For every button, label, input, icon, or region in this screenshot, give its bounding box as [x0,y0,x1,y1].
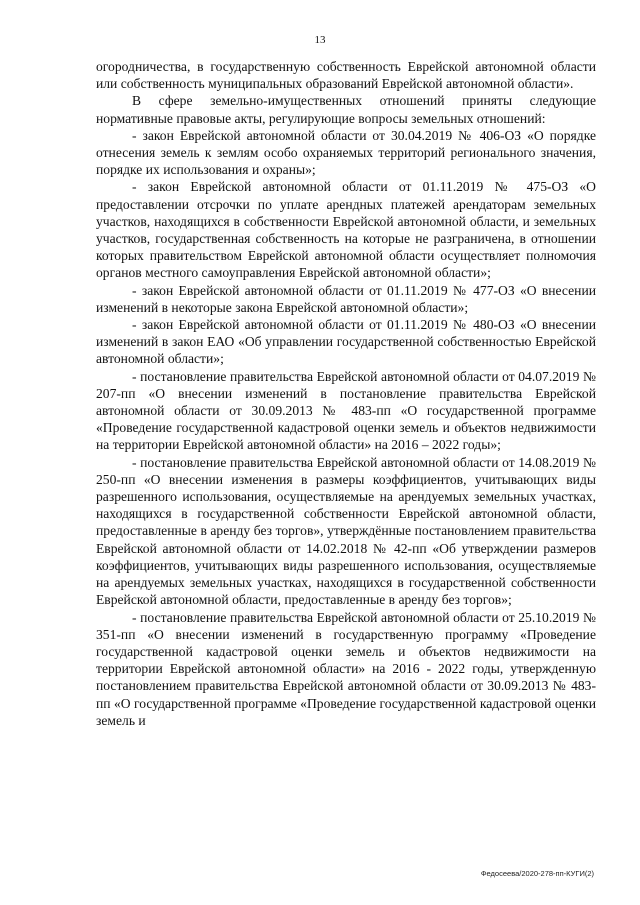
document-body [96,58,596,729]
paragraph-continuation: огородничества, в государственную собственность Еврейской автономной области или собственность муниципальных образований Еврейской автономной области». [96,59,596,92]
list-item-resolution-207: - постановление правительства Еврейской автономной области от 04.07.2019 № 207-пп «О внесении изменений в постановление правительства Еврейской автономной области от 30.09.2013 № 483-пп «О государственной программе «Проведение государственной кадастровой оценки земель и объектов недвижимости на территории Еврейской автономной области» на 2016 – 2022 годы»; [96,368,596,453]
page-number: 13 [314,34,326,46]
list-item-law-477: - закон Еврейской автономной области от 01.11.2019 № 477-ОЗ «О внесении изменений в некоторые закона Еврейской автономной области»; [96,282,596,315]
list-item-resolution-351: - постановление правительства Еврейской автономной области от 25.10.2019 № 351-пп «О внесении изменений в государственную программу «Проведение государственной кадастровой оценки земель и объектов недвижимости на территории Еврейской автономной области» на 2016 - 2022 годы, утвержденную постановлением правительства Еврейской автономной области от 30.09.2013 № 483-пп «О государственной программе «Проведение государственной кадастровой оценки земель и [96,609,596,728]
list-item-law-475: - закон Еврейской автономной области от 01.11.2019 № 475-ОЗ «О предоставлении отсрочки по уплате арендных платежей арендаторам земельных участков, находящихся в собственности Еврейской автономной области, и земельных участков, государственная собственность на которые не разграничена, в отношении которых правительством Еврейской автономной области осуществляет полномочия органов местного самоуправления Еврейской автономной области»; [96,179,596,281]
paragraph-intro: В сфере земельно-имущественных отношений приняты следующие нормативные правовые акты, регулирующие вопросы земельных отношений: [96,93,596,126]
list-item-resolution-250: - постановление правительства Еврейской автономной области от 14.08.2019 № 250-пп «О внесении изменения в размеры коэффициентов, учитывающих виды разрешенного использования, осуществляемые на арендуемых земельных участках, находящихся в государственной собственности Еврейской автономной области, предоставленные в аренду без торгов», утверждённые постановлением правительства Еврейской автономной области от 14.02.2018 № 42-пп «Об утверждении размеров коэффициентов, учитывающих виды разрешенного использования, осуществляемые на арендуемых земельных участках, находящихся в государственной собственности Еврейской автономной области, предоставленные в аренду без торгов»; [96,454,596,608]
document-footer-reference: Федосеева/2020-278-пп-КУГИ(2) [480,869,594,878]
list-item-law-406: - закон Еврейской автономной области от 30.04.2019 № 406-ОЗ «О порядке отнесения земель к землям особо охраняемых территорий регионального значения, порядке их использования и охраны»; [96,127,596,178]
list-item-law-480: - закон Еврейской автономной области от 01.11.2019 № 480-ОЗ «О внесении изменений в закон ЕАО «Об управлении государственной собственностью Еврейской автономной области»; [96,317,596,367]
